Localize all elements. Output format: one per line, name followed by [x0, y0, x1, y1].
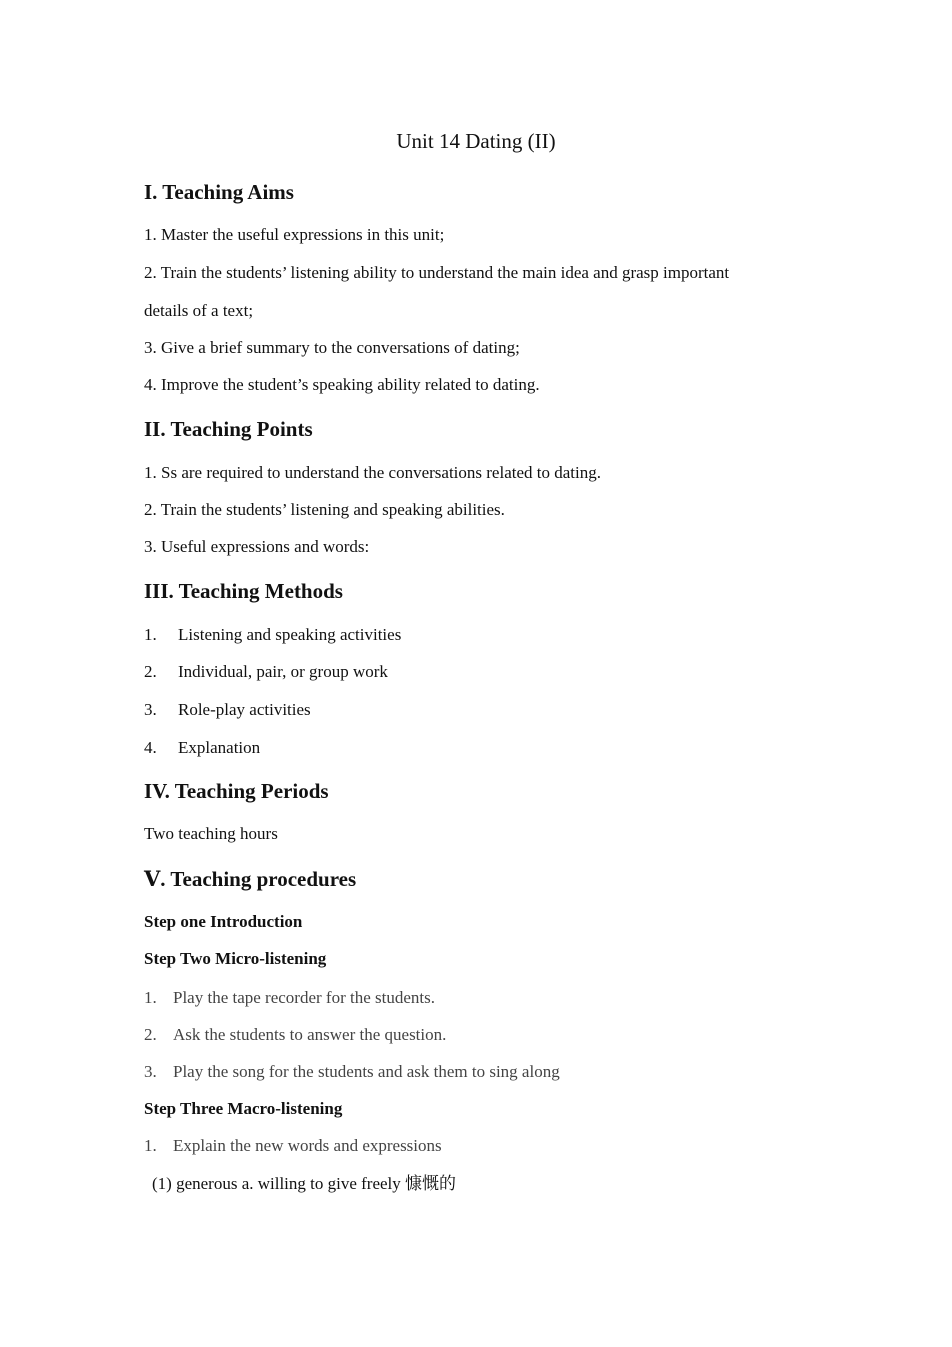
- aims-item-1: 1. Master the useful expressions in this unit;: [144, 225, 445, 244]
- methods-item-3: [144, 698, 311, 722]
- periods-text: Two teaching hours: [144, 824, 278, 843]
- heading-teaching-points: II. Teaching Points: [144, 417, 313, 441]
- methods-item-4: [144, 736, 260, 760]
- list-text: Individual, pair, or group work: [178, 662, 388, 681]
- points-item-2: 2. Train the students’ listening and speaking abilities.: [144, 500, 505, 519]
- vocab-item-generous: (1) generous a. willing to give freely 慷慨的: [152, 1174, 457, 1193]
- step-three-heading: Step Three Macro-listening: [144, 1099, 343, 1118]
- document-title: Unit 14 Dating (II): [396, 129, 556, 153]
- list-number: 2.: [144, 662, 157, 681]
- aims-item-2-continued: details of a text;: [144, 301, 254, 320]
- step-two-item-2: [144, 1023, 446, 1047]
- points-item-3: 3. Useful expressions and words:: [144, 537, 370, 556]
- list-number: 1.: [144, 625, 157, 644]
- aims-item-4: 4. Improve the student’s speaking ability related to dating.: [144, 375, 540, 394]
- list-number: 2.: [144, 1025, 157, 1044]
- list-number: 1.: [144, 1136, 157, 1155]
- aims-item-3: 3. Give a brief summary to the conversations of dating;: [144, 338, 520, 357]
- step-one-heading: Step one Introduction: [144, 912, 303, 931]
- list-text: Play the tape recorder for the students.: [173, 988, 435, 1007]
- list-text: Explanation: [178, 738, 261, 757]
- step-two-item-3: [144, 1060, 560, 1084]
- aims-item-2: 2. Train the students’ listening ability to understand the main idea and grasp important: [144, 263, 730, 282]
- methods-item-1: [144, 623, 401, 647]
- list-text: Explain the new words and expressions: [173, 1136, 442, 1155]
- list-text: Role-play activities: [178, 700, 311, 719]
- list-number: 4.: [144, 738, 157, 757]
- methods-item-2: [144, 660, 388, 684]
- list-text: Listening and speaking activities: [178, 625, 402, 644]
- step-three-item-1: [144, 1134, 442, 1158]
- step-two-item-1: [144, 986, 435, 1010]
- list-text: Play the song for the students and ask them to sing along: [173, 1062, 560, 1081]
- heading-teaching-procedures: Ⅴ. Teaching procedures: [144, 867, 357, 891]
- points-item-1: 1. Ss are required to understand the conversations related to dating.: [144, 463, 601, 482]
- list-text: Ask the students to answer the question.: [173, 1025, 447, 1044]
- heading-teaching-methods: III. Teaching Methods: [144, 579, 343, 603]
- list-number: 3.: [144, 700, 157, 719]
- list-number: 1.: [144, 988, 157, 1007]
- heading-teaching-aims: I. Teaching Aims: [144, 180, 294, 204]
- list-number: 3.: [144, 1062, 157, 1081]
- heading-teaching-periods: IV. Teaching Periods: [144, 779, 329, 803]
- step-two-heading: Step Two Micro-listening: [144, 949, 327, 968]
